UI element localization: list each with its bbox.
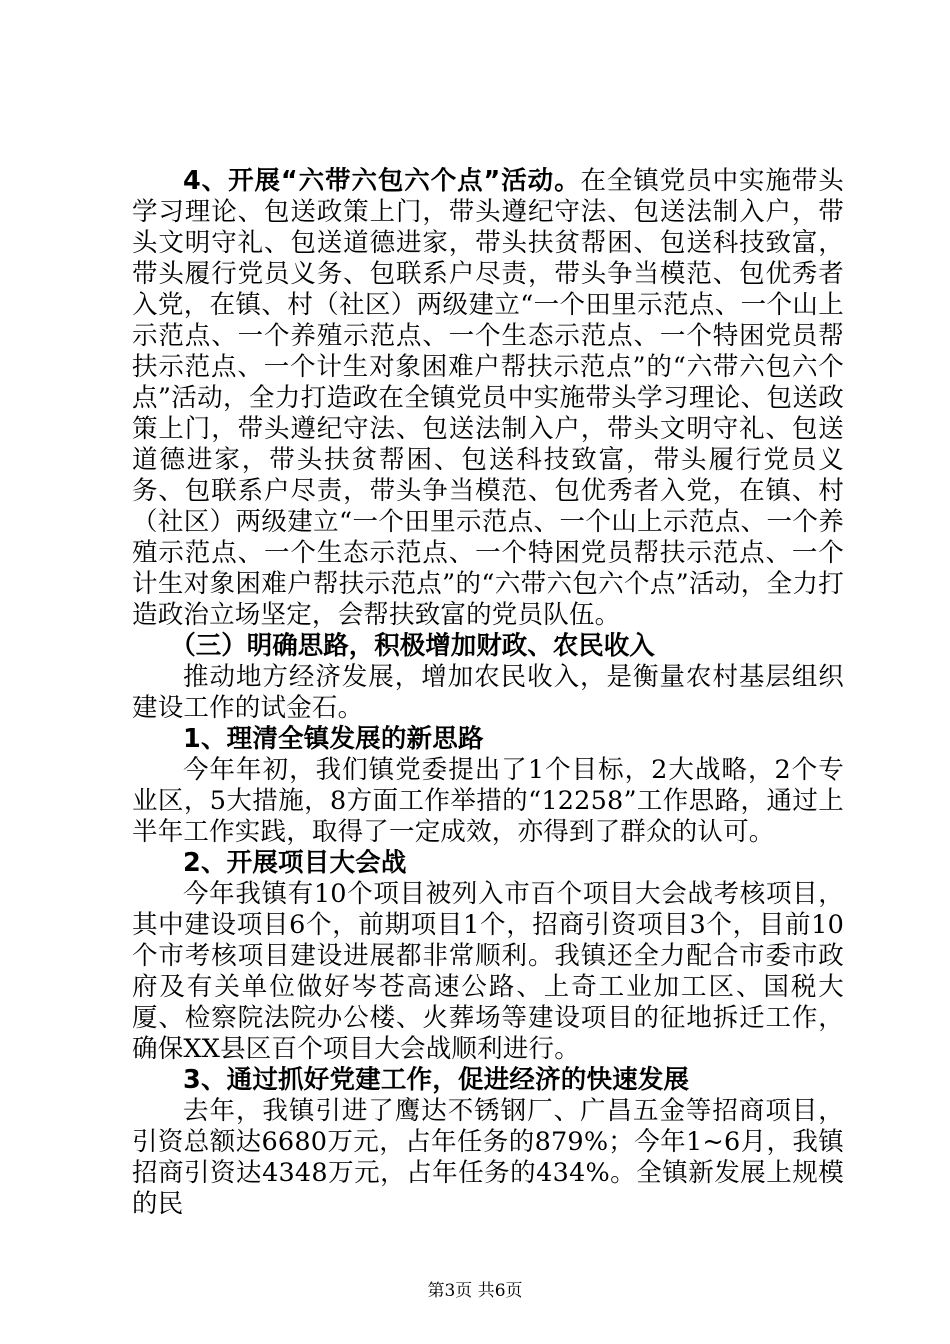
subheading-new-thinking: 1、理清全镇发展的新思路	[183, 724, 484, 754]
paragraph-lead-heading: 4、开展“六带六包六个点”活动。	[183, 166, 581, 196]
paragraph-12258-plan: 今年年初，我们镇党委提出了1个目标，2大战略，2个专业区，5大措施，8方面工作举措的“12258”工作思路，通过上半年工作实践，取得了一定成效，亦得到了群众的认可。	[132, 755, 844, 847]
document-body	[132, 166, 844, 1220]
section-heading-three: （三）明确思路，积极增加财政、农民收入	[170, 631, 655, 661]
paragraph-project-campaign: 今年我镇有10个项目被列入市百个项目大会战考核项目，其中建设项目6个，前期项目1个，招商引资项目3个，目前10个市考核项目建设进展都非常顺利。我镇还全力配合市委市政府及有关单位做好岑苍高速公路、上奇工业加工区、国税大厦、检察院法院办公楼、火葬场等建设项目的征地拆迁工作，确保XX县区百个项目大会战顺利进行。	[132, 879, 844, 1064]
paragraph-body: 在全镇党员中实施带头学习理论、包送政策上门，带头遵纪守法、包送法制入户，带头文明守礼、包送道德进家，带头扶贫帮困、包送科技致富，带头履行党员义务、包联系户尽责，带头争当模范、包优秀者入党，在镇、村（社区）两级建立“一个田里示范点、一个山上示范点、一个养殖示范点、一个生态示范点、一个特困党员帮扶示范点、一个计生对象困难户帮扶示范点”的“六带六包六个点”活动，全力打造政在全镇党员中实施带头学习理论、包送政策上门，带头遵纪守法、包送法制入户，带头文明守礼、包送道德进家，带头扶贫帮困、包送科技致富，带头履行党员义务、包联系户尽责，带头争当模范、包优秀者入党，在镇、村（社区）两级建立“一个田里示范点、一个山上示范点、一个养殖示范点、一个生态示范点、一个特困党员帮扶示范点、一个计生对象困难户帮扶示范点”的“六带六包六个点”活动，全力打造政治立场坚定，会帮扶致富的党员队伍。	[132, 166, 844, 630]
paragraph-investment: 去年，我镇引进了鹰达不锈钢厂、广昌五金等招商项目，引资总额达6680万元，占年任务的879%；今年1~6月，我镇招商引资达4348万元，占年任务的434%。全镇新发展上规模的民	[132, 1096, 844, 1219]
subheading-project-campaign: 2、开展项目大会战	[183, 848, 407, 878]
paragraph-six-bands	[132, 166, 844, 631]
subheading-party-building: 3、通过抓好党建工作，促进经济的快速发展	[183, 1065, 690, 1095]
page-number: 第3页 共6页	[427, 1281, 523, 1301]
paragraph-economic-development: 推动地方经济发展，增加农民收入，是衡量农村基层组织建设工作的试金石。	[132, 662, 844, 723]
